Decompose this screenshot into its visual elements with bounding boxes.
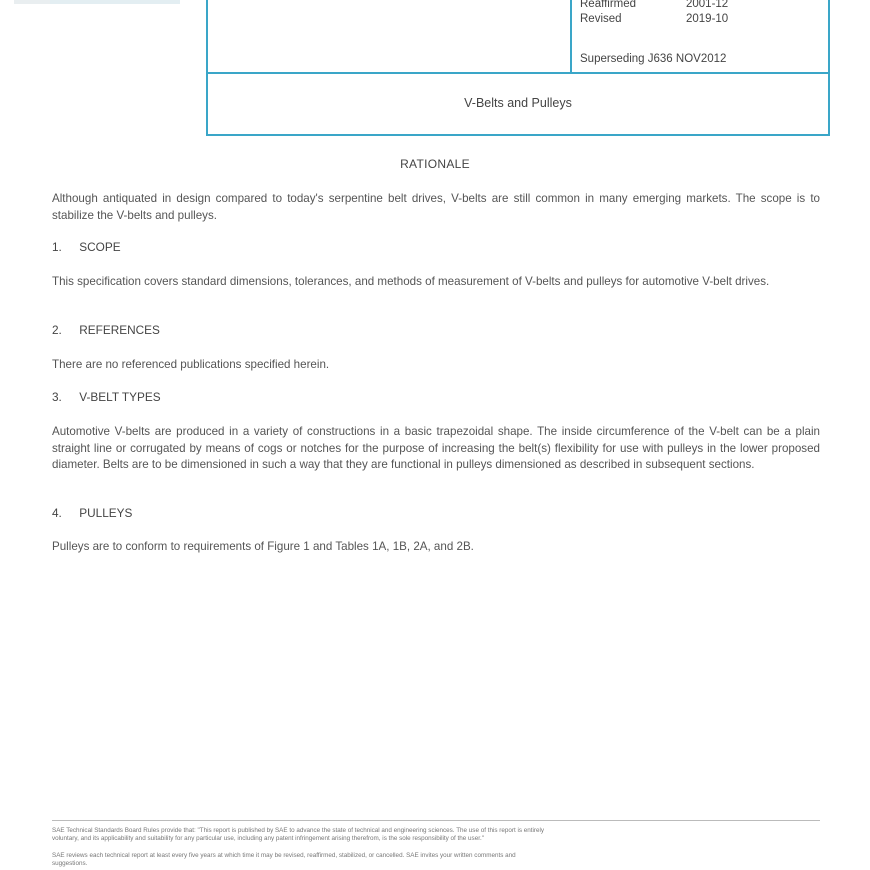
section-pulleys-text: Pulleys are to conform to requirements of Figure 1 and Tables 1A, 1B, 2A, and 2B.	[52, 540, 474, 553]
reaffirmed-label: Reaffirmed	[580, 0, 637, 10]
footer-line-3: SAE reviews each technical report at least every five years at which time it may be revised, reaffirmed, stabilized, or cancelled. SAE invites your written comments and	[52, 852, 516, 859]
section-number: 4.	[52, 506, 62, 520]
footer-line-4: suggestions.	[52, 860, 88, 867]
revised-label: Revised	[580, 13, 622, 25]
section-vbelt-types-heading	[52, 390, 161, 404]
footer-line-1: SAE Technical Standards Board Rules provide that: "This report is published by SAE to advance the state of technical and engineering sciences. The use of this report is entirely	[52, 827, 545, 834]
header-left-cell	[208, 0, 572, 72]
header-box	[206, 0, 830, 136]
section-scope-heading	[52, 240, 121, 254]
reaffirmed-value: 2001-12	[686, 0, 729, 10]
revised-value: 2019-10	[686, 13, 729, 25]
superseding-text: Superseding J636 NOV2012	[580, 53, 727, 65]
section-references-text: There are no referenced publications specified herein.	[52, 358, 330, 371]
section-title: REFERENCES	[79, 323, 160, 337]
footer-line-2: voluntary, and its applicability and suitability for any particular use, including any patent infringement arising therefrom, is the sole responsibility of the user."	[52, 835, 484, 842]
section-title: PULLEYS	[79, 506, 133, 520]
document-title: V-Belts and Pulleys	[464, 96, 572, 110]
section-number: 2.	[52, 323, 62, 337]
rationale-title: RATIONALE	[400, 157, 470, 171]
section-scope-text: This specification covers standard dimensions, tolerances, and methods of measurement of V-belts and pulleys for automotive V-belt drives.	[52, 275, 770, 288]
section-pulleys-heading	[52, 506, 132, 520]
section-title: V-BELT TYPES	[79, 390, 161, 404]
footer-divider	[52, 820, 820, 821]
header-text-fragment	[50, 0, 180, 4]
section-number: 3.	[52, 390, 62, 404]
header-top-row	[208, 0, 828, 74]
rationale-text: Although antiquated in design compared to today's serpentine belt drives, V-belts are still common in many emerging markets. The scope is to stabilize the V-belts and pulleys.	[52, 192, 820, 222]
section-title: SCOPE	[79, 240, 121, 254]
section-references-heading	[52, 323, 160, 337]
section-vbelt-types-text: Automotive V-belts are produced in a variety of constructions in a basic trapezoidal shape. The inside circumference of the V-belt can be a plain straight line or corrugated by means of cogs or notches for the purpose of increasing the belt(s) flexibility for use with pulleys in the lower proposed diameter. Belts are to be dimensioned in such a way that they are functional in pulleys dimensioned as described in subsequent sections.	[52, 425, 820, 471]
header-dates-cell	[580, 0, 820, 72]
section-number: 1.	[52, 240, 62, 254]
